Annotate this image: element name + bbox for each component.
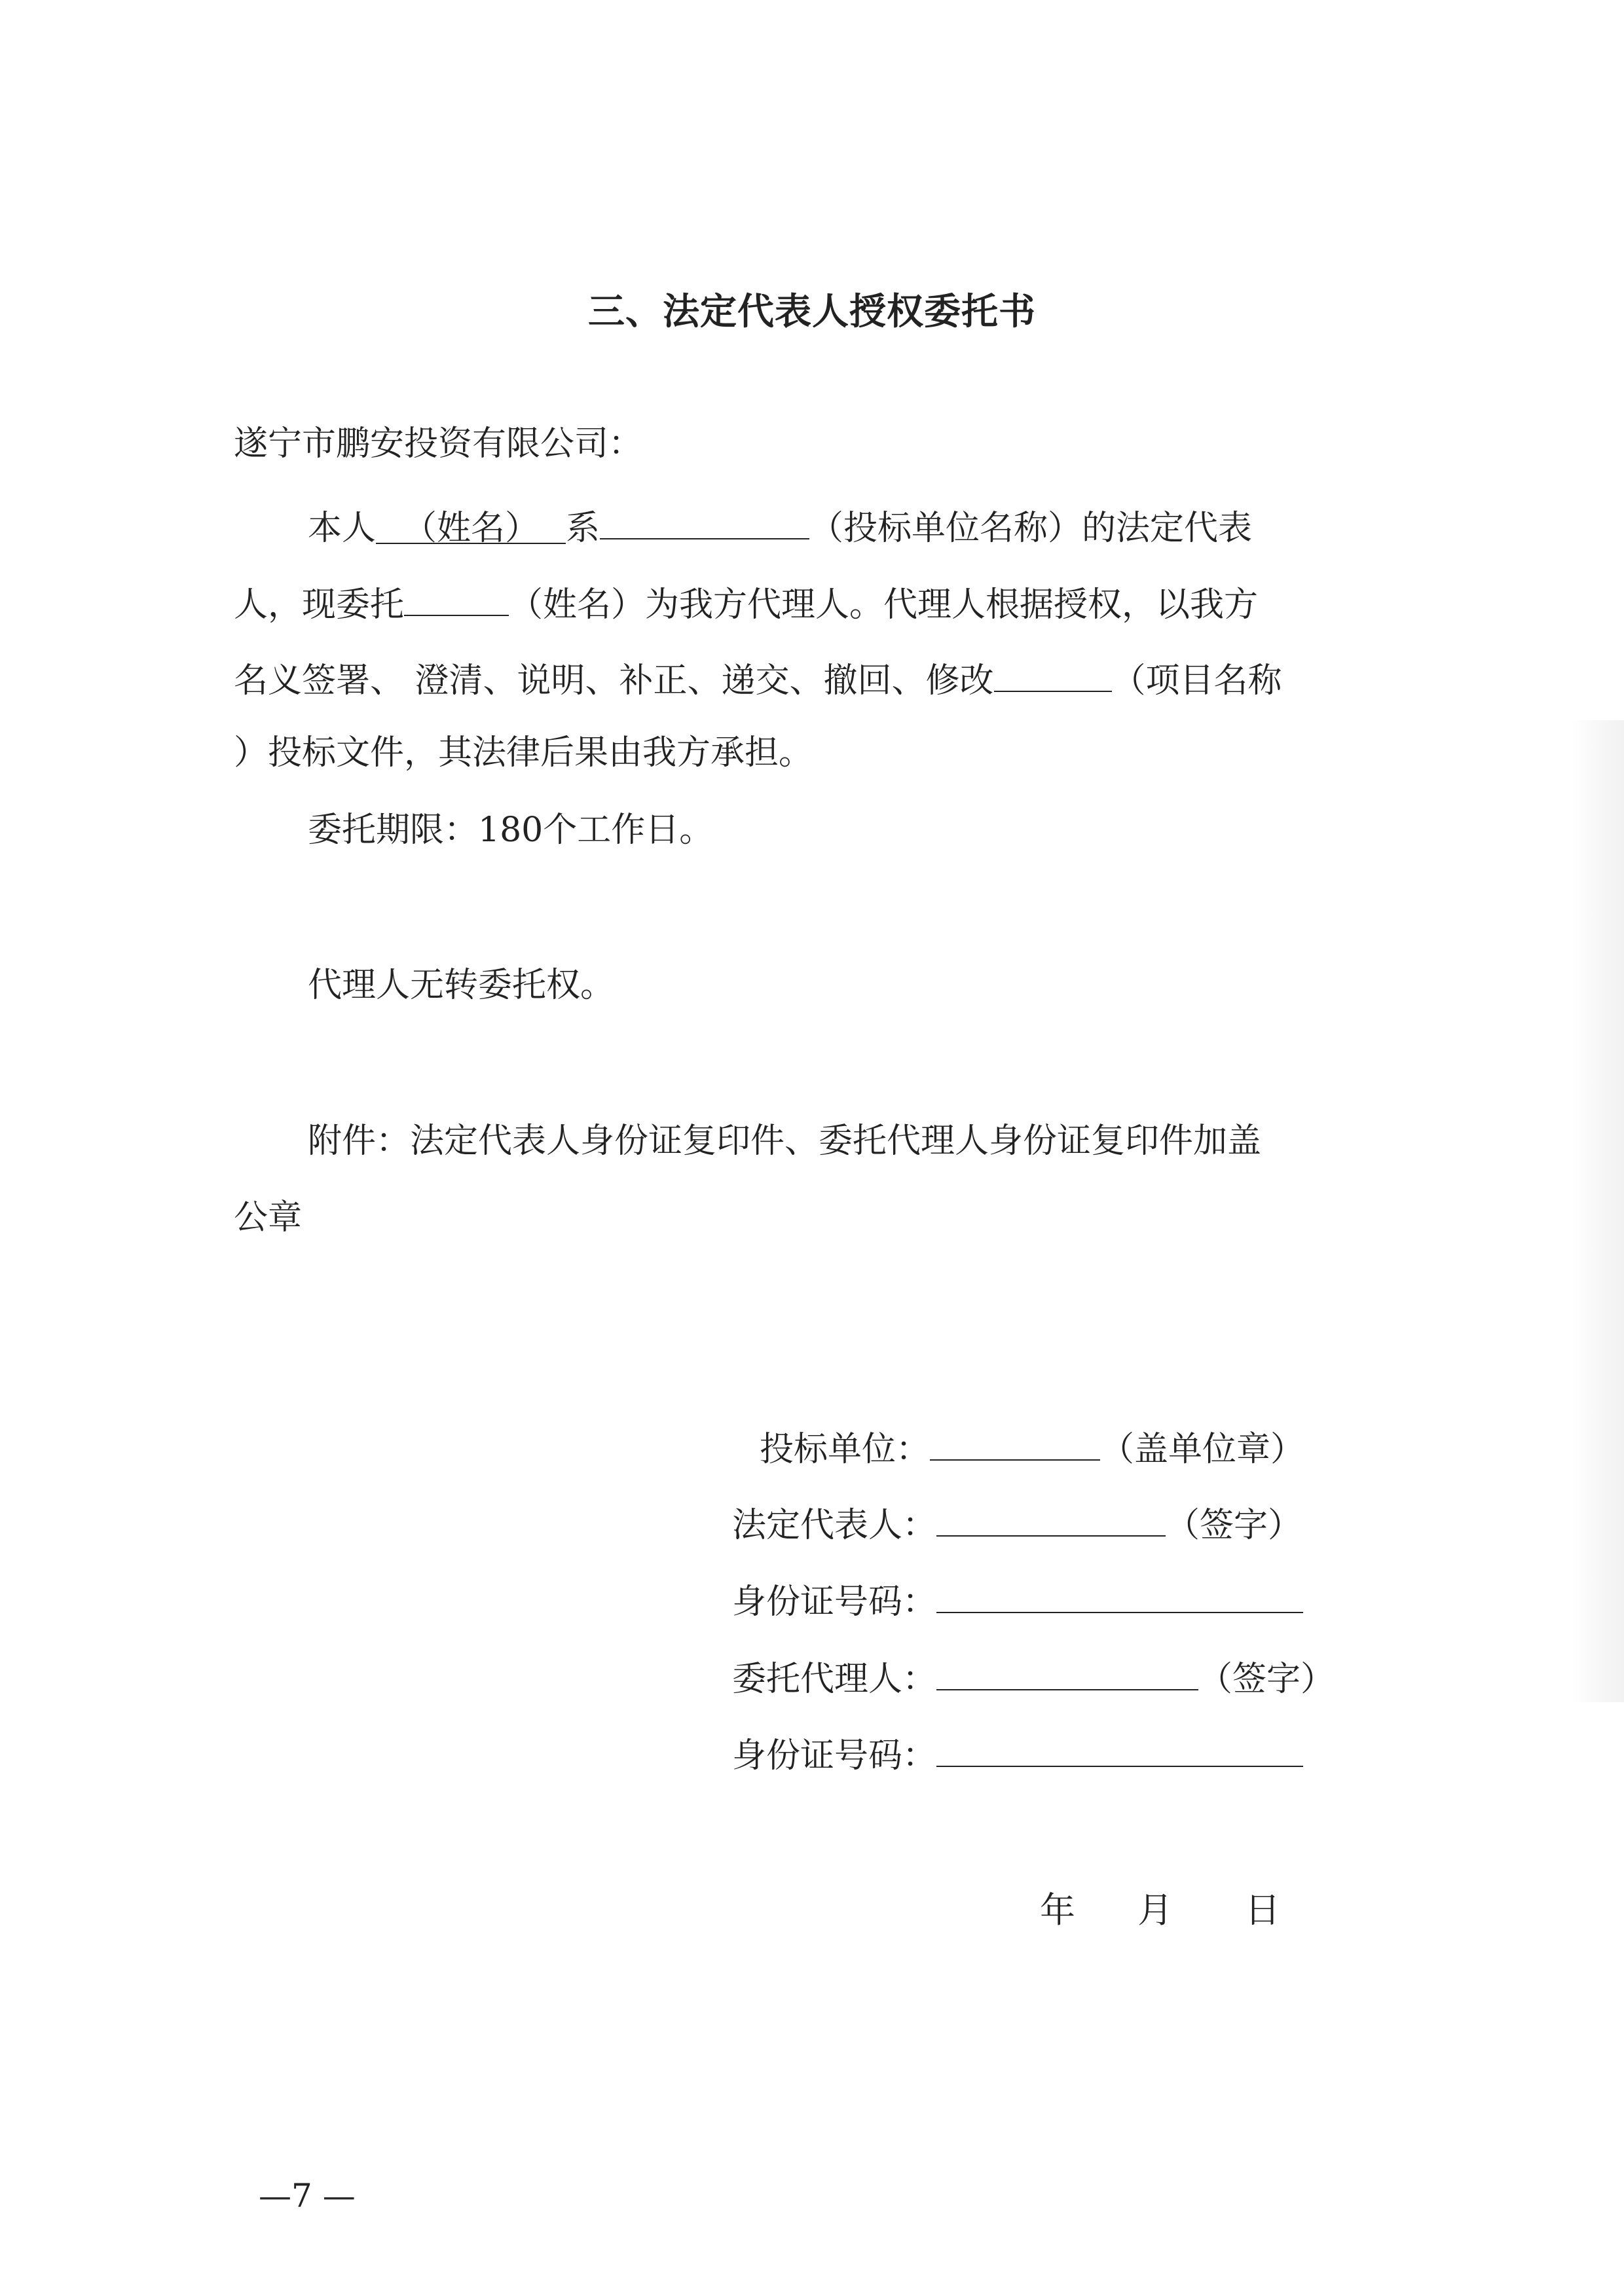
agent-blank (936, 1655, 1198, 1690)
no-sub-delegation-text: 代理人无转委托权。 (308, 966, 615, 1005)
id-label-2: 身份证号码： (732, 1736, 937, 1776)
year-label: 年 (1040, 1889, 1075, 1931)
line2-text-b: （姓名）为我方代理人。代理人根据授权，以我方 (509, 585, 1259, 625)
agent-row (732, 1655, 1335, 1699)
legal-rep-note: （签字） (1166, 1506, 1302, 1545)
attachment-line1: 附件：法定代表人身份证复印件、委托代理人身份证复印件加盖 (308, 1121, 1262, 1161)
paragraph1-line4: ）投标文件，其法律后果由我方承担。 (234, 733, 813, 773)
mid-text-1: 系 (566, 509, 600, 548)
paragraph1-line1 (308, 504, 1252, 548)
legal-rep-row (732, 1501, 1302, 1545)
page-number: —7 — (259, 2177, 356, 2215)
project-blank (994, 657, 1112, 692)
bidder-label: 投标单位： (760, 1430, 931, 1469)
id-label-1: 身份证号码： (732, 1582, 937, 1622)
line3-text-b: （项目名称 (1111, 661, 1282, 701)
agent-note: （签字） (1198, 1660, 1335, 1699)
scan-shadow (1572, 720, 1624, 1702)
name-blank (376, 509, 566, 548)
paragraph1-line3 (234, 657, 1282, 701)
attachment-line2: 公章 (234, 1198, 303, 1237)
line2-text-a: 人，现委托 (234, 585, 405, 625)
legal-rep-label: 法定代表人： (732, 1506, 937, 1545)
prefix-text: 本人 (308, 509, 377, 548)
agent-name-blank (404, 581, 509, 616)
id-row-1 (732, 1578, 1303, 1622)
id-row-2 (732, 1732, 1303, 1776)
agent-label: 委托代理人： (732, 1660, 937, 1699)
mid-text-2: （投标单位名称）的法定代表 (809, 509, 1253, 548)
id-blank-2 (936, 1732, 1303, 1767)
bidder-note: （盖单位章） (1100, 1430, 1305, 1469)
id-blank-1 (936, 1578, 1303, 1613)
addressee: 遂宁市鹏安投资有限公司： (234, 424, 643, 464)
day-label: 日 (1245, 1889, 1280, 1931)
term-text: 委托期限：180个工作日。 (308, 811, 714, 850)
bidder-blank (930, 1425, 1100, 1461)
paragraph1-line2 (234, 581, 1258, 625)
company-blank (600, 504, 809, 539)
date-row (1040, 1882, 1280, 1933)
month-label: 月 (1137, 1889, 1173, 1931)
name-hint: （姓名） (403, 509, 540, 548)
line3-text-a: 名义签署、 澄清、说明、补正、递交、撤回、修改 (234, 661, 994, 701)
document-title: 三、法定代表人授权委托书 (588, 291, 1036, 333)
bidder-row (760, 1425, 1304, 1469)
legal-rep-blank (936, 1501, 1166, 1537)
